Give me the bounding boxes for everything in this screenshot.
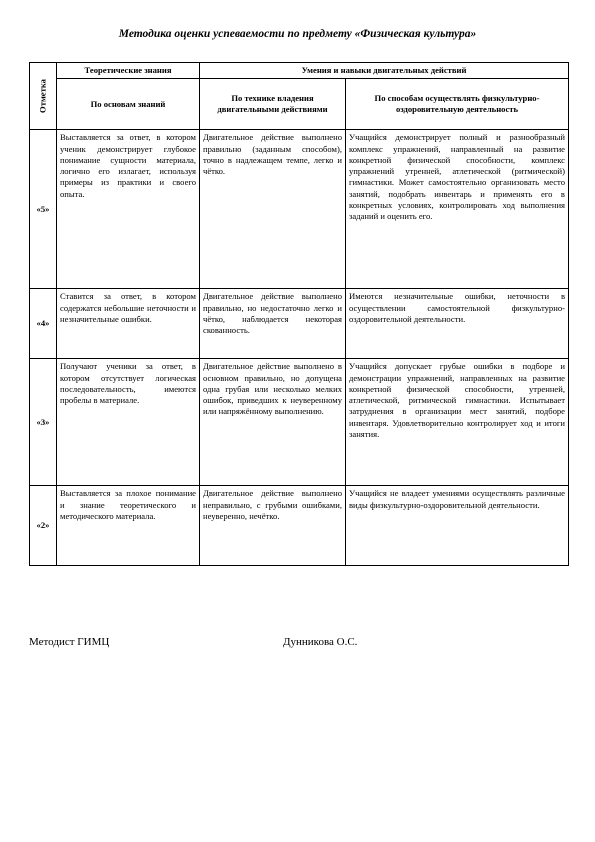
signature-position: Методист ГИМЦ bbox=[29, 636, 110, 648]
table-row bbox=[30, 486, 569, 566]
signature-name: Дунникова О.С. bbox=[283, 636, 358, 648]
table-row bbox=[30, 289, 569, 359]
technique-cell: Двигательное действие выполнено неправильно, с грубыми ошибками, неуверенно, нечётко. bbox=[200, 486, 346, 566]
page-title: Методика оценки успеваемости по предмету «Физическая культура» bbox=[118, 28, 477, 40]
theory-cell: Получают ученики за ответ, в котором отсутствует логическая последовательность, имеются пробелы в материале. bbox=[57, 359, 200, 486]
ways-cell: Учащийся допускает грубые ошибки в подборе и демонстрации упражнений, направленных на развитие конкретной физической способности, утренней, атлетической, ритмической гимнастики. Испытывает затруднения в организации мест занятий, подборе инвентаря. Удовлетворительно контролирует ход и итоги занятия. bbox=[346, 359, 569, 486]
theory-cell: Выставляется за ответ, в котором ученик демонстрирует глубокое понимание сущности материала, логично его излагает, используя примеры из практики и своего опыта. bbox=[57, 130, 200, 289]
ways-cell: Учащийся не владеет умениями осуществлять различные виды физкультурно-оздоровительной деятельности. bbox=[346, 486, 569, 566]
grade-header: Отметка bbox=[37, 79, 48, 114]
assessment-table bbox=[29, 62, 569, 566]
grade-header-cell bbox=[30, 63, 57, 130]
skills-header: Умения и навыки двигательных действий bbox=[200, 63, 569, 79]
subheader-row bbox=[30, 79, 569, 130]
theory-cell: Ставится за ответ, в котором содержатся небольшие неточности и незначительные ошибки. bbox=[57, 289, 200, 359]
technique-cell: Двигательное действие выполнено правильно (заданным способом), точно в надлежащем темпе, легко и чётко. bbox=[200, 130, 346, 289]
grade-cell: «3» bbox=[30, 359, 57, 486]
grade-cell: «2» bbox=[30, 486, 57, 566]
table-row bbox=[30, 359, 569, 486]
ways-cell: Учащийся демонстрирует полный и разнообразный комплекс упражнений, направленный на развитие конкретной физической способности, комплекс упражнений утренней, атлетической (ритмической) гимнастики. Может самостоятельно организовать место занятий, подобрать инвентарь и применять его в конкретных условиях, контролировать ход выполнения заданий и оценить его. bbox=[346, 130, 569, 289]
technique-cell: Двигательное действие выполнено правильно, но недостаточно легко и чётко, наблюдается некоторая скованность. bbox=[200, 289, 346, 359]
theory-header: Теоретические знания bbox=[57, 63, 200, 79]
subheader-technique: По технике владения двигательными действиями bbox=[200, 79, 346, 130]
header-row bbox=[30, 63, 569, 79]
subheader-basics: По основам знаний bbox=[57, 79, 200, 130]
subheader-ways: По способам осуществлять физкультурно-оздоровительную деятельность bbox=[346, 79, 569, 130]
theory-cell: Выставляется за плохое понимание и знание теоретического и методического материала. bbox=[57, 486, 200, 566]
grade-cell: «4» bbox=[30, 289, 57, 359]
grade-cell: «5» bbox=[30, 130, 57, 289]
table-row bbox=[30, 130, 569, 289]
ways-cell: Имеются незначительные ошибки, неточности в осуществлении самостоятельной физкультурно-оздоровительной деятельности. bbox=[346, 289, 569, 359]
technique-cell: Двигательное действие выполнено в основном правильно, но допущена одна грубая или несколько мелких ошибок, приведших к неуверенному или напряжённому выполнению. bbox=[200, 359, 346, 486]
